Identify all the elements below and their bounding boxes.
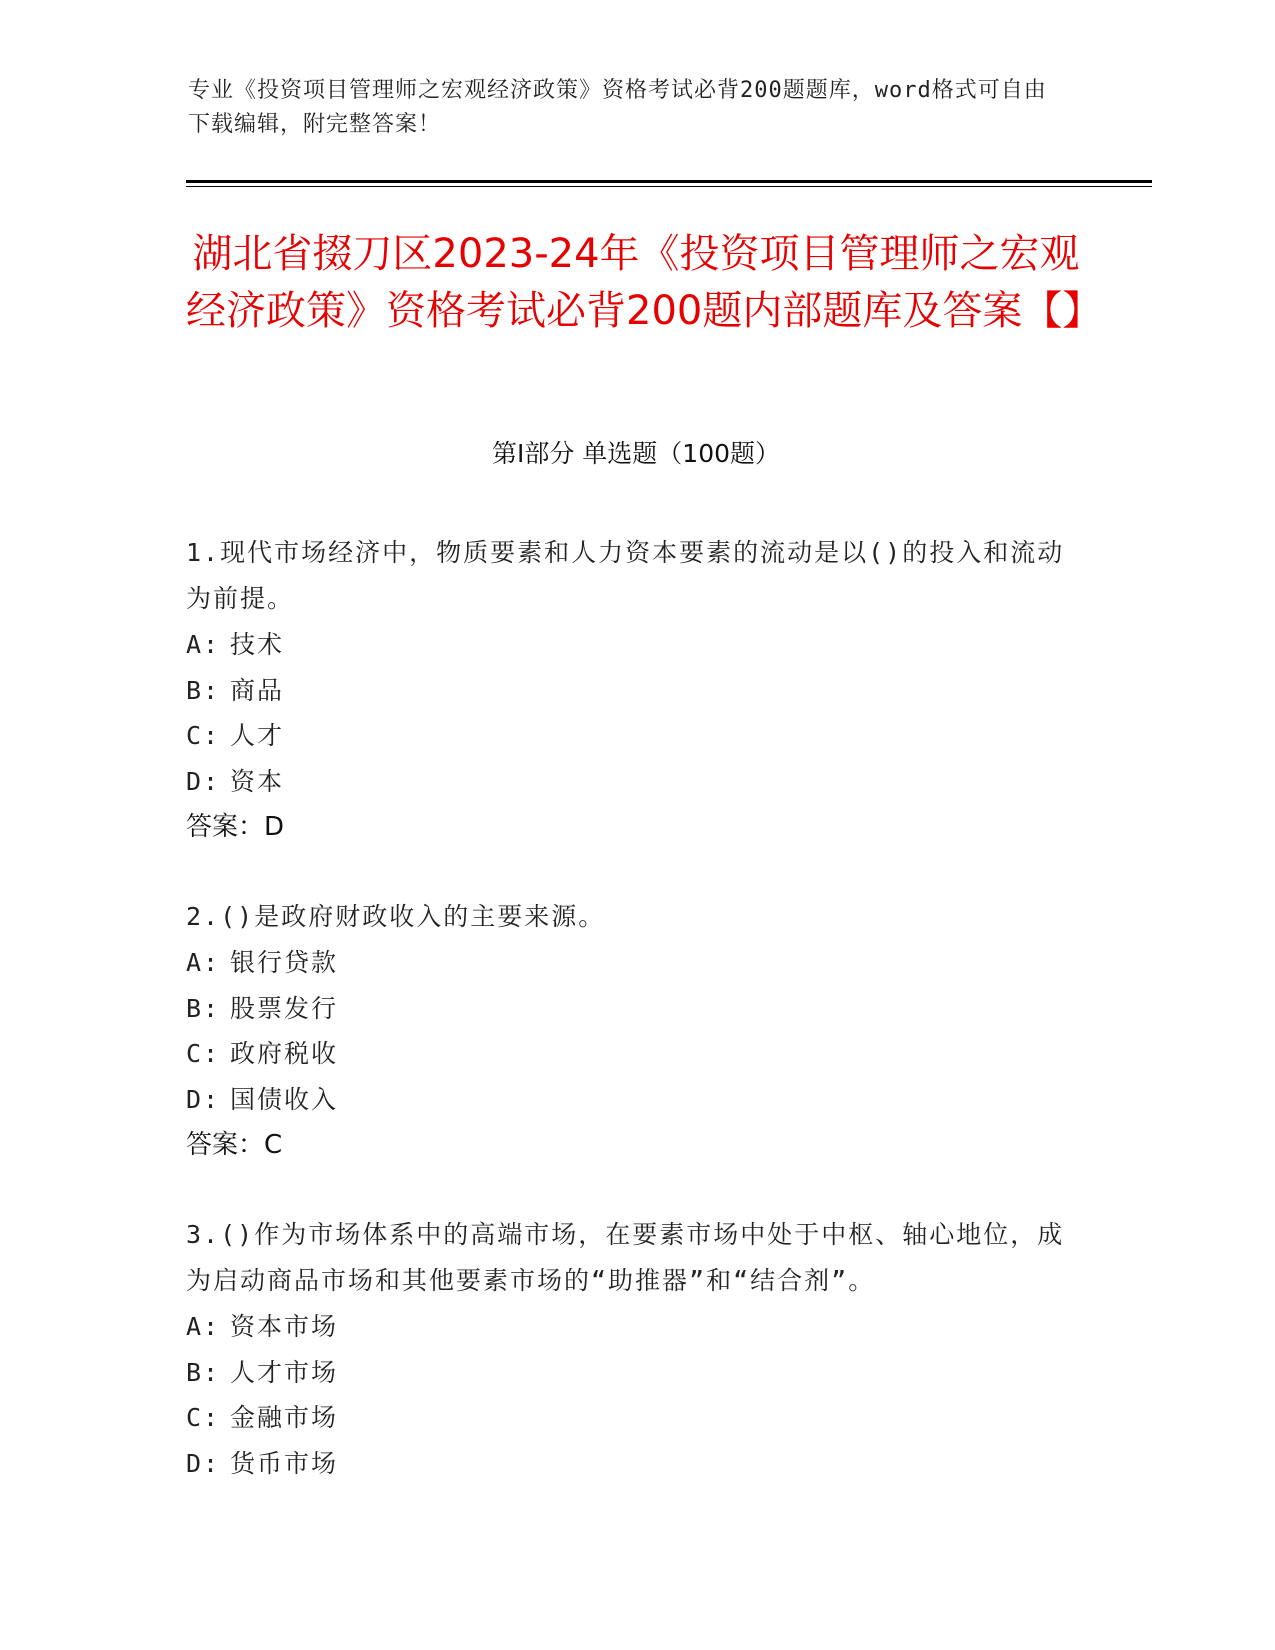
question-stem: 3.()作为市场体系中的高端市场，在要素市场中处于中枢、轴心地位，成为启动商品市场和其他要素市场的“助推器”和“结合剂”。	[186, 1220, 1065, 1295]
question-2	[186, 894, 1066, 1168]
question-stem: 1.现代市场经济中，物质要素和人力资本要素的流动是以()的投入和流动为前提。	[186, 538, 1065, 613]
option-a	[186, 940, 1066, 986]
option-d	[186, 1077, 1066, 1123]
option-c	[186, 713, 1066, 759]
option-text: 技术	[230, 630, 285, 659]
option-text: 国债收入	[230, 1084, 339, 1114]
option-b	[186, 668, 1066, 714]
question-3	[186, 1212, 1066, 1486]
option-text: 人才	[230, 721, 285, 750]
option-letter: B:	[186, 1357, 221, 1387]
option-letter: C:	[186, 1039, 221, 1068]
option-text: 股票发行	[230, 993, 339, 1023]
option-d	[186, 759, 1066, 805]
option-a	[186, 622, 1066, 668]
option-text: 资本	[230, 766, 285, 796]
option-letter: D:	[186, 766, 221, 796]
option-text: 货币市场	[230, 1448, 339, 1478]
question-1	[186, 530, 1066, 850]
option-text: 商品	[230, 675, 285, 705]
option-letter: D:	[186, 1084, 221, 1114]
question-list	[186, 530, 1066, 1530]
option-text: 金融市场	[230, 1403, 339, 1432]
option-text: 人才市场	[230, 1357, 339, 1387]
option-text: 银行贷款	[230, 948, 339, 977]
section-heading: 第I部分 单选题（100题）	[491, 439, 781, 468]
option-letter: C:	[186, 721, 221, 750]
option-a	[186, 1304, 1066, 1350]
answer-line: 答案：C	[186, 1130, 283, 1160]
header-note: 专业《投资项目管理师之宏观经济政策》资格考试必背200题题库，word格式可自由下载编辑，附完整答案！	[188, 78, 1047, 137]
document-title: 湖北省掇刀区2023-24年《投资项目管理师之宏观经济政策》资格考试必背200题内部题库及答案【】	[186, 231, 1103, 334]
option-text: 政府税收	[230, 1039, 339, 1068]
header-divider-thin	[186, 186, 1152, 187]
option-letter: B:	[186, 993, 221, 1023]
option-c	[186, 1395, 1066, 1441]
option-d	[186, 1441, 1066, 1487]
option-letter: D:	[186, 1448, 221, 1478]
option-c	[186, 1031, 1066, 1077]
option-letter: B:	[186, 675, 221, 705]
question-stem: 2.()是政府财政收入的主要来源。	[186, 902, 606, 931]
option-letter: A:	[186, 1312, 221, 1341]
option-b	[186, 1350, 1066, 1396]
option-letter: A:	[186, 948, 221, 977]
header-divider-thick	[186, 180, 1152, 183]
option-letter: A:	[186, 630, 221, 659]
option-b	[186, 986, 1066, 1032]
option-text: 资本市场	[230, 1312, 339, 1341]
answer-line: 答案：D	[186, 812, 285, 842]
option-letter: C:	[186, 1403, 221, 1432]
